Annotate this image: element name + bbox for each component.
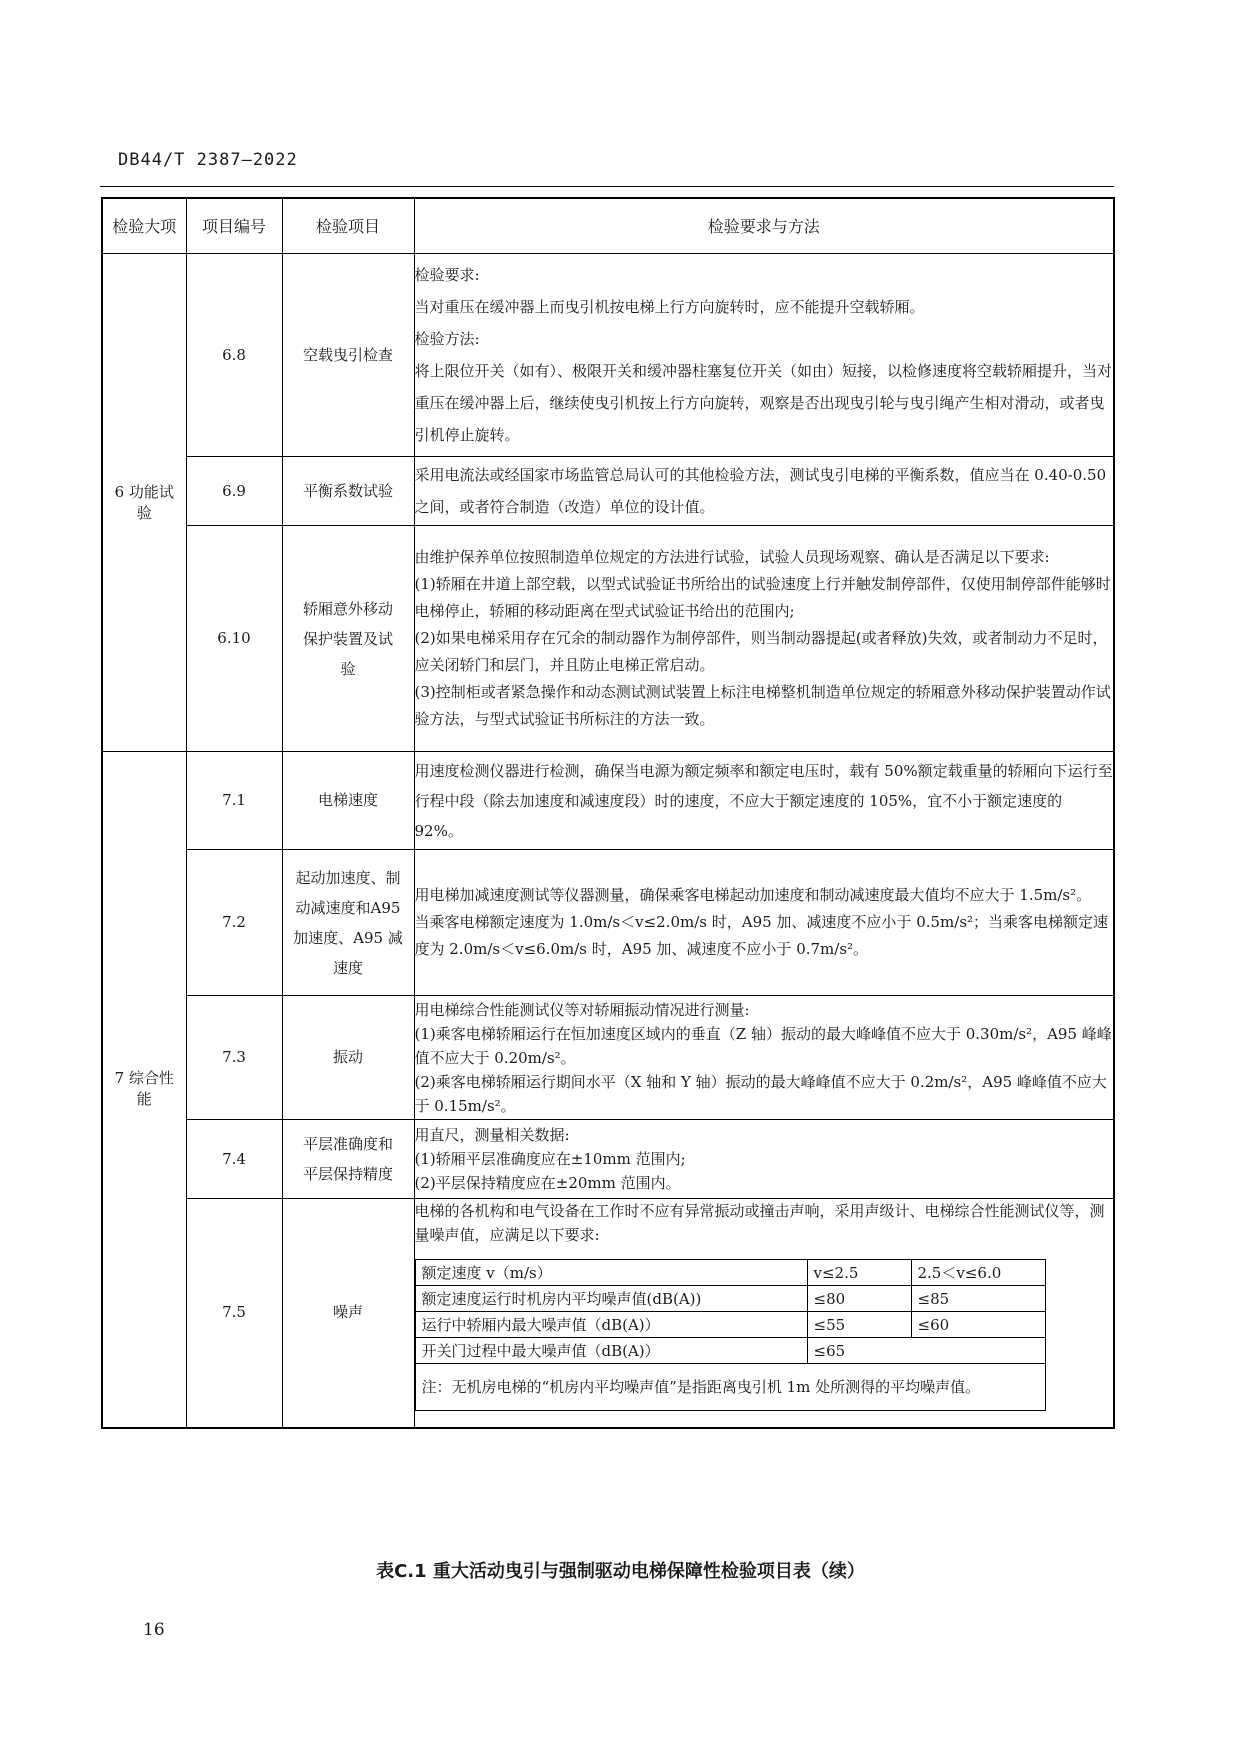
- item-line: 平层保持精度: [302, 1165, 393, 1183]
- noise-cell: ≤65: [807, 1338, 1045, 1364]
- noise-cell: 额定速度 v（m/s）: [415, 1260, 807, 1286]
- code-cell: 6.9: [186, 457, 282, 526]
- column-header: 检验要求与方法: [414, 198, 1114, 254]
- table-row: [102, 752, 1114, 850]
- item-line: 平层准确度和: [302, 1135, 393, 1153]
- item-cell: [282, 457, 414, 526]
- column-header: 项目编号: [186, 198, 282, 254]
- code-cell: 7.1: [186, 752, 282, 850]
- category-line: 6 功能试: [114, 482, 174, 501]
- requirement-cell: [414, 1199, 1114, 1428]
- code-cell: 7.4: [186, 1120, 282, 1199]
- noise-cell: 运行中轿厢内最大噪声值（dB(A)）: [415, 1312, 807, 1338]
- item-line: 验: [340, 659, 356, 678]
- requirement-text: 用电梯加减速度测试等仪器测量，确保乘客电梯起动加速度和制动减速度最大值均不应大于 1.5m/s²。: [414, 886, 1092, 904]
- item-cell: [282, 850, 414, 996]
- noise-cell: ≤80: [807, 1286, 911, 1312]
- header-rule: [100, 186, 1114, 187]
- item-line: 轿厢意外移动: [302, 599, 393, 618]
- noise-cell: ≤55: [807, 1312, 911, 1338]
- requirement-text: 将上限位开关（如有）、极限开关和缓冲器柱塞复位开关（如由）短接，以检修速度将空载轿厢提升，当对重压在缓冲器上后，继续使曳引机按上行方向旋转，观察是否出现曳引轮与曳引绳产生相对滑动，或者曳引机停止旋转。: [414, 362, 1113, 444]
- noise-row: [415, 1312, 1045, 1338]
- noise-cell: 开关门过程中最大噪声值（dB(A)）: [415, 1338, 807, 1364]
- requirement-cell: [414, 850, 1114, 996]
- item-line: 速度: [332, 958, 363, 977]
- item-cell: [282, 996, 414, 1120]
- requirement-cell: [414, 457, 1114, 526]
- noise-cell: 2.5＜v≤6.0: [911, 1260, 1045, 1286]
- code-cell: 7.2: [186, 850, 282, 996]
- noise-row: [415, 1338, 1045, 1364]
- noise-cell: 额定速度运行时机房内平均噪声值(dB(A)): [415, 1286, 807, 1312]
- item-line: 起动加速度、制: [295, 868, 401, 887]
- category-line: 7 综合性: [114, 1069, 174, 1088]
- requirement-cell: [414, 1120, 1114, 1199]
- requirement-cell: [414, 526, 1114, 752]
- category-line: 能: [136, 1090, 152, 1109]
- requirement-cell: [414, 996, 1114, 1120]
- requirement-text: (2)平层保持精度应在±20mm 范围内。: [414, 1174, 681, 1192]
- category-cell: [102, 752, 186, 1428]
- noise-note: 注：无机房电梯的“机房内平均噪声值”是指距离曳引机 1m 处所测得的平均噪声值。: [415, 1364, 1045, 1411]
- item-cell: [282, 1120, 414, 1199]
- item-line: 振动: [332, 1048, 363, 1066]
- item-cell: [282, 1199, 414, 1428]
- code-cell: 6.8: [186, 254, 282, 457]
- item-line: 保护装置及试: [302, 629, 393, 648]
- item-cell: [282, 254, 414, 457]
- requirement-text: 电梯的各机构和电气设备在工作时不应有异常振动或撞击声响，采用声级计、电梯综合性能测试仪等，测量噪声值，应满足以下要求:: [414, 1202, 1105, 1244]
- table-row: [102, 254, 1114, 457]
- requirement-text: 检验方法:: [414, 330, 480, 348]
- column-header: 检验大项: [102, 198, 186, 254]
- requirement-text: 用电梯综合性能测试仪等对轿厢振动情况进行测量:: [414, 1000, 750, 1019]
- requirement-text: 由维护保养单位按照制造单位规定的方法进行试验，试验人员现场观察、确认是否满足以下要求:: [414, 548, 1050, 566]
- requirement-text: 当乘客电梯额定速度为 1.0m/s＜v≤2.0m/s 时，A95 加、减速度不应小于 0.5m/s²；当乘客电梯额定速度为 2.0m/s＜v≤6.0m/s 时，A95 加、减速度不应小于 0.7m/s²。: [414, 913, 1109, 958]
- table-row: [102, 457, 1114, 526]
- item-line: 空载曳引检查: [302, 345, 393, 364]
- category-line: 验: [136, 503, 152, 522]
- requirement-text: (1)乘客电梯轿厢运行在恒加速度区域内的垂直（Z 轴）振动的最大峰峰值不应大于 0.30m/s²，A95 峰峰值不应大于 0.20m/s²。: [414, 1024, 1112, 1067]
- code-cell: 7.5: [186, 1199, 282, 1428]
- table-caption: 表C.1 重大活动曳引与强制驱动电梯保障性检验项目表（续）: [376, 1561, 865, 1582]
- requirement-text: (1)轿厢在井道上部空载，以型式试验证书所给出的试验速度上行并触发制停部件，仅使用制停部件能够时电梯停止，轿厢的移动距离在型式试验证书给出的范围内;: [414, 575, 1111, 620]
- inspection-table: [101, 197, 1115, 1429]
- code-cell: 6.10: [186, 526, 282, 752]
- requirement-text: 检验要求:: [414, 266, 480, 284]
- requirement-cell: [414, 752, 1114, 850]
- noise-table: [415, 1259, 1046, 1411]
- item-cell: [282, 752, 414, 850]
- noise-row: [415, 1286, 1045, 1312]
- table-row: [102, 1199, 1114, 1428]
- requirement-text: (3)控制柜或者紧急操作和动态测试测试装置上标注电梯整机制造单位规定的轿厢意外移动保护装置动作试验方法，与型式试验证书所标注的方法一致。: [414, 683, 1111, 728]
- item-line: 动减速度和A95: [295, 898, 401, 917]
- table-header-row: [102, 198, 1114, 254]
- requirement-text: (1)轿厢平层准确度应在±10mm 范围内;: [414, 1150, 686, 1168]
- item-line: 噪声: [332, 1303, 363, 1322]
- document-code: DB44/T 2387—2022: [118, 150, 298, 170]
- table-row: [102, 526, 1114, 752]
- requirement-text: (2)乘客电梯轿厢运行期间水平（X 轴和 Y 轴）振动的最大峰峰值不应大于 0.2m/s²，A95 峰峰值不应大于 0.15m/s²。: [414, 1072, 1107, 1115]
- code-cell: 7.3: [186, 996, 282, 1120]
- requirement-cell: [414, 254, 1114, 457]
- item-line: 加速度、A95 减: [293, 928, 403, 947]
- requirement-text: (2)如果电梯采用存在冗余的制动器作为制停部件，则当制动器提起(或者释放)失效，或者制动力不足时，应关闭轿门和层门，并且防止电梯正常启动。: [414, 629, 1108, 674]
- category-cell: [102, 254, 186, 752]
- table-row: [102, 850, 1114, 996]
- noise-cell: ≤60: [911, 1312, 1045, 1338]
- noise-header-row: [415, 1260, 1045, 1286]
- page-number: 16: [143, 1620, 165, 1640]
- requirement-text: 当对重压在缓冲器上而曳引机按电梯上行方向旋转时，应不能提升空载轿厢。: [414, 298, 925, 316]
- table-row: [102, 996, 1114, 1120]
- requirement-text: 用直尺，测量相关数据:: [414, 1126, 570, 1144]
- noise-cell: ≤85: [911, 1286, 1045, 1312]
- noise-cell: v≤2.5: [807, 1260, 911, 1286]
- table-row: [102, 1120, 1114, 1199]
- requirement-text: 用速度检测仪器进行检测，确保当电源为额定频率和额定电压时，载有 50%额定载重量的轿厢向下运行至行程中段（除去加速度和减速度段）时的速度，不应大于额定速度的 105%，宜不小于额定速度的 92%。: [414, 761, 1113, 840]
- requirement-text: 采用电流法或经国家市场监管总局认可的其他检验方法，测试曳引电梯的平衡系数，值应当在 0.40-0.50 之间，或者符合制造（改造）单位的设计值。: [414, 466, 1107, 516]
- item-cell: [282, 526, 414, 752]
- column-header: 检验项目: [282, 198, 414, 254]
- item-line: 平衡系数试验: [302, 481, 393, 500]
- item-line: 电梯速度: [317, 791, 378, 809]
- noise-note-row: [415, 1364, 1045, 1411]
